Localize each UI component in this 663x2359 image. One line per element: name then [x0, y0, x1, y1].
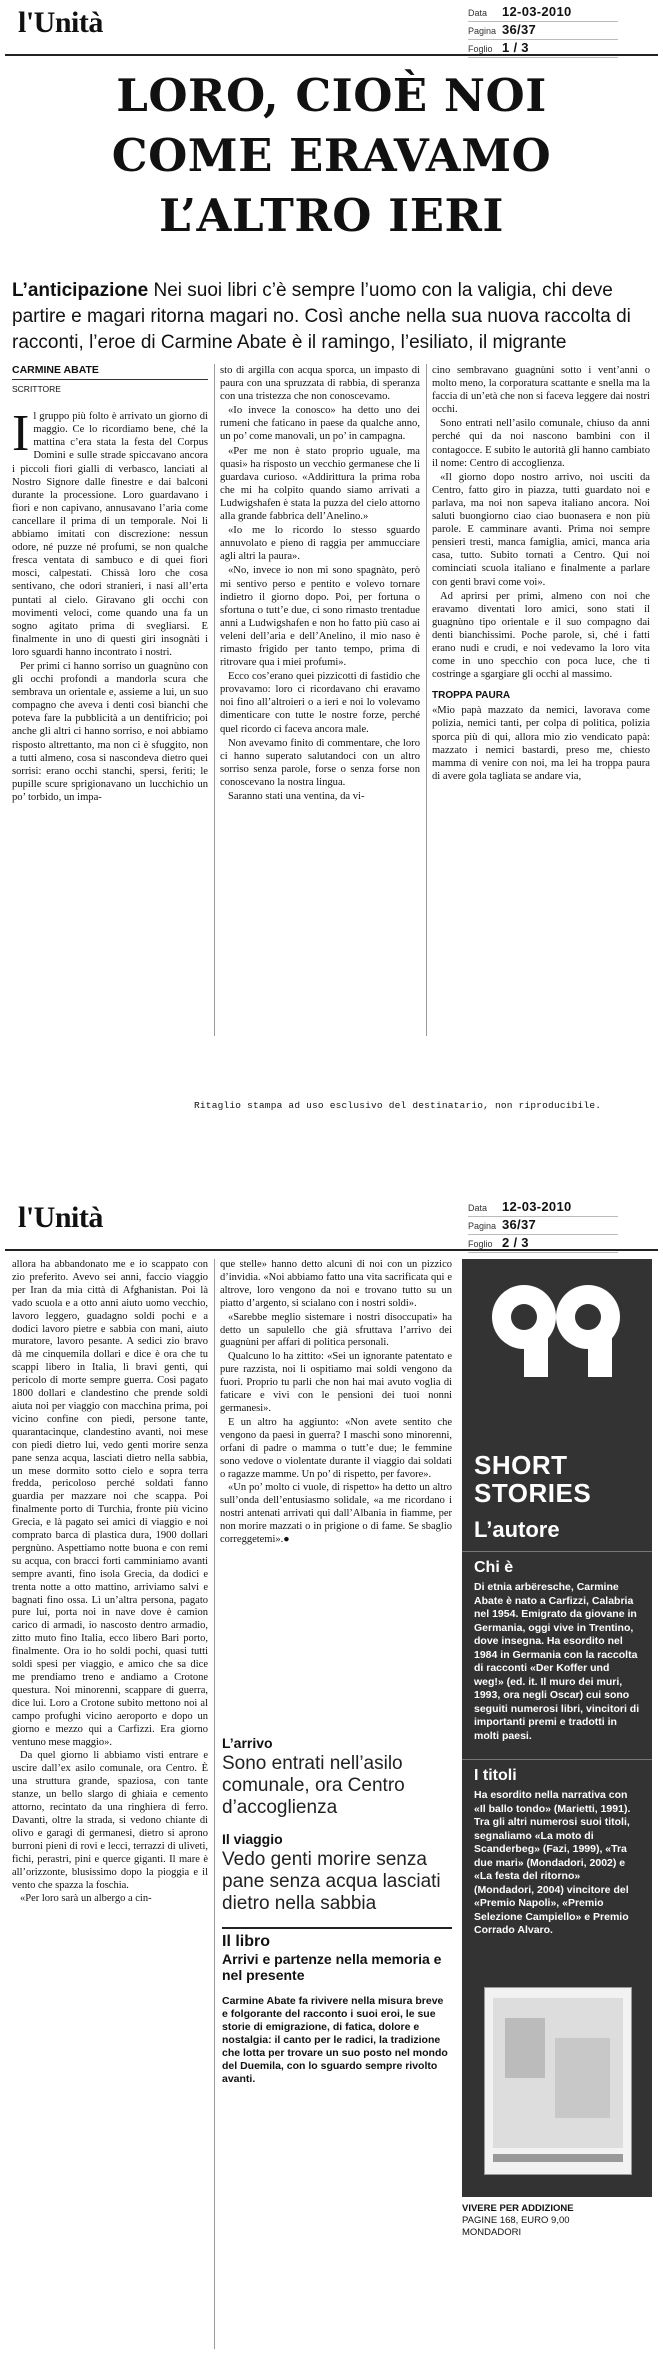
book-caption-publisher: MONDADORI	[462, 2227, 522, 2238]
meta-date: 12-03-2010	[502, 1199, 572, 1214]
paragraph: «Il giorno dopo nostro arrivo, noi usciti da Centro, fatto giro in piazza, tutti guardato noi e parlava, ma noi non sapeva italiano ancora. Noi saluti buongiorno ciao ciao buonasera e non più parole. E camminare avanti. Prima noi sempre pensieri tresti, manca famiglia, amici, manca aria casa, tutto. Subito tornati a Centro. Qui noi cominciati scuola italiano e finalmente a parlare con genti bravi come voi».	[432, 471, 650, 588]
paragraph: Sono entrati nell’asilo comunale, chiuso da anni perché qui da noi nascono bambini con il contagocce. E subito le autorità gli hanno cambiato il nome: Centro di accoglienza.	[432, 418, 650, 469]
book-box	[222, 1927, 452, 2086]
paragraph: Qualcuno lo ha zittito: «Sei un ignorante patentato e pure razzista, noi li ospitiamo mai soldi vengono da fuori. Proprio tu parli che non hai mai avuto voglia di faticare e vivi con le pensioni dei tuoi nonni germanesi».	[220, 1351, 452, 1414]
paragraph: Il gruppo più folto è arrivato un giorno di maggio. Ce lo ricordiamo bene, ché la mattina c’era stata la festa del Corpus Domini e sulle strade spiccavano ancora i piccoli fiori gialli di verbasco, lanciati al Nostro Signore dalle finestre e dai balconi durante la processione. Loro guardavano i fiori e non capivano, annusavano l’aria come cancellare il prima di un temporale. Noi li abbiamo imitati con discrezione: nessun odore, né puzze né profumi, se non qualche fresca ventata di sambuco e di quei fiori mosci, calpestati. Chissà loro che cosa sentivano, che odori stranieri, i nasi all’erta puntati al cielo. Giravano gli occhi con movimenti veloci, come quando una fa un sogno agitato prima di svegliarsi. E finalmente in uno di questi giri insognàti i loro sguardi hanno incontrato i nostri.	[12, 405, 208, 658]
paragraph: «Mio papà mazzato da nemici, lavorava come polizia, nemici tanti, per colpa di politica, polizia sporca più di qui, allora mio zio vendicato papà: mazzato i nemici bastardi, preso me, chiesto mamma di venire con noi, ma lei ha troppa paura di avere gola tagliata se andare via,	[432, 705, 650, 782]
standfirst-text: Nei suoi libri c’è sempre l’uomo con la valigia, chi deve partire e magari ritorna magari no. Così anche nella sua nuova raccolta di racconti, l’eroe di Carmine Abate è il ramingo, l’esiliato, il migrante	[12, 280, 631, 353]
sidebar-bio-text: Di etnia arbëresche, Carmine Abate è nato a Carfizzi, Calabria nel 1954. Emigrato da giovane in Germania, oggi vive in Trentino, dove insegna. Ha esordito nel 1984 in Germania con la raccolta di racconti «Der Koffer und weg!» (ed. it. Il muro dei muri, 1993, ora negli Oscar) cui sono seguiti numerosi libri, vincitori di importanti premi e tradotti in molti paesi.	[474, 1581, 640, 1742]
article-column-1	[12, 364, 208, 804]
byline-role: SCRITTORE	[12, 384, 61, 395]
header-rule	[5, 54, 658, 56]
meta-sheet: 2 / 3	[502, 1235, 529, 1250]
article-column-2	[220, 364, 420, 803]
sidebar-rule	[462, 1551, 652, 1552]
paragraph: Ad aprirsi per primi, almeno con noi che eravamo diventati loro amici, sono stati il guagnùno tipo orientale e il suo compagno dai denti bianchissimi. Poche parole, sì, ché i fatti erano nudi e crudi, e noi vedevamo la loro vita come in uno specchio con poca luce, che ti costringe a sgargiare gli occhi al massimo.	[432, 590, 650, 681]
meta-page-label: Pagina	[468, 1221, 497, 1231]
paragraph: «Sarebbe meglio sistemare i nostri disoccupati» ha detto un sapulello che già sfruttava l’arrivo dei guagnùni per affari di politica personali.	[220, 1311, 452, 1349]
meta-data-label: Data	[468, 8, 488, 18]
meta-page: 36/37	[502, 1217, 537, 1232]
quote-text-arrivo: Sono entrati nell’asilo comunale, ora Centro d’accoglienza	[222, 1753, 405, 1818]
newspaper-logo: l'Unità	[18, 6, 103, 39]
book-cover-image	[484, 1987, 632, 2175]
book-caption	[462, 2203, 652, 2239]
paragraph: «No, invece io non mi sono spagnàto, però mi sentivo perso e pentito e volevo tornare indietro il giorno dopo. Poi, per fortuna o sfortuna o tutt’e due, ci sono rimasto trentadue anni a Ludwigshafen e non ho fatto più caso ai veleni dell’aria e dell’Anelino, il mio naso è rimasto frigido per tanto tempo, prima di ritrovare qua i miei profumi».	[220, 565, 420, 669]
paragraph: «Io invece la conosco» ha detto uno dei rumeni che faticano in paese da qualche anno, un po’ come manovali, un po’ in campagna.	[220, 405, 420, 443]
article-column-1	[12, 1259, 208, 1906]
paragraph: sto di argilla con acqua sporca, un impasto di paura con una spruzzata di rabbia, di speranza con una tristezza che non conoscevamo.	[220, 365, 420, 403]
sidebar-bio-title: Chi è	[474, 1559, 514, 1576]
paragraph: Da quel giorno li abbiamo visti entrare e uscire dall’ex asilo comunale, ora Centro. È una struttura grande, spaziosa, con tante stanze, un bello slargo di ghiaia e cemento attorno, recintato da una ringhiera di ferro. Davanti, oltre la strada, si vedono chiante di olivo e garagi di germanesi, dietro si aprono burroni pieni di rovi e lecci, terrazzi di uliveti, fichi, perastri, pini e querce giganti. Il mare è all’orizzonte, blusissimo dopo la pioggia e il vento che spazza la foschia.	[12, 1750, 208, 1891]
book-cover-photo	[485, 1988, 631, 2174]
article-column-2	[220, 1259, 452, 1547]
book-box-text: Carmine Abate fa rivivere nella misura breve e folgorante del racconto i suoi eroi, le sue storie di emigrazione, di fatica, dolore e nostalgia: il canto per le radici, la tradizione che lotta per trovare un suo posto nel mondo del Duemila, con lo sguardo sempre rivolto avanti.	[222, 1995, 448, 2085]
article-column-3	[432, 364, 650, 783]
book-box-subtitle: Arrivi e partenze nella memoria e nel presente	[222, 1951, 442, 1983]
standfirst	[12, 278, 651, 356]
paragraph: «Per loro sarà un albergo a cin-	[20, 1893, 152, 1905]
meta-sheet-label: Foglio	[468, 44, 493, 54]
subheading: TROPPA PAURA	[432, 690, 511, 702]
byline: CARMINE ABATE	[12, 364, 208, 380]
meta-page: 36/37	[502, 22, 537, 37]
sidebar-subtitle: L’autore	[474, 1517, 560, 1542]
paragraph: allora ha abbandonato me e io scappato con zio preferito. Avevo sei anni, faccio viaggio per Iran da mia città di Afghanistan. Poi là vado scuola e a otto anni aiuto uomo vecchio, lavoro leggero, guadagno soldi pochi e a dodici lavoro pietre e sabbia con mani, aiuto muratore, lavoro pesante. A sedici zio bravo dà me cinquemila dollari e dice è ora che tu scappi libero in Italia, lì bravi genti, qui pericolo di morte sempre guerra. Così pagato 1800 dollari e clandestino che prende soldi aiuta noi per viaggio con macchina prima, poi vicino confine con piedi, persone tante, quarantacinque, clandestino avanti, noi mese con piedi dietro lui, vedo genti morire senza pane senza acqua, lasciati dietro nella sabbia, un mese dormito sotto cielo e sopra terra fredda, pericoloso perché soldati fanno guardia per mazzare noi che scappa. Poi finalmente porto di Turchia, fronte più vicino Grecia, e là pagato sei amici di viaggio e noi comprato barca di plastica dura, 1900 dollari pergnùno. Aspettiamo notte buona e con remi su acqua, con bracci forti camminiamo avanti sempre avanti, fino isola Grecia, da dodici e trenta notte a otto mattino, arriviamo salvi e bagnati fino ossa. Lì un’altra persona, pagato pure lui, porta noi in nave dove è camion carico di armadi, io nascosto dentro armadio, zitto muto fino Italia, ecco libero Bari porto, finalmente. Ora io ho soldi pochi, quasi tutti soldi spesi per viaggio, e amico che sa dice me prendiamo treno e andiamo a Crotone questura. Noi minorenni, scappare di guerra, dice lui. Loro a Crotone subito mettono noi al campo profughi vicino aeroporto e dopo un giorno e mezzo qui a Carfizzi. Era giorno ventuno mese maggio».	[12, 1259, 208, 1748]
quote-blocks	[222, 1735, 452, 2086]
clipping-meta	[468, 4, 618, 58]
paragraph: que stelle» hanno detto alcuni di noi con un pizzico d’invidia. «Noi abbiamo fatto una vita sacrificata qui e altrove, loro vengono da noi e trovano tutto su un piatto d’argento, si scialano con i nostri soldi».	[220, 1259, 452, 1309]
author-sidebar	[462, 1259, 652, 2197]
book-box-title: Il libro	[222, 1933, 270, 1950]
column-rule	[214, 364, 215, 1036]
book-caption-title: VIVERE PER ADDIZIONE	[462, 2203, 574, 2214]
paragraph: «Un po’ molto ci vuole, di rispetto» ha detto un altro sull’onda dell’entusiasmo solidale, «a me ricordano i nostri antenati arrivati qui dall’Albania in fiamme, per non morire mazzati o in prigione o di fame. Se sbaglio correggetemi».●	[220, 1482, 452, 1546]
paragraph: E un altro ha aggiunto: «Non avete sentito che vengono da paesi in guerra? I maschi sono minorenni, orfani di padre o mamma o tutt’e due; le femmine sono vedove o violentate durante il viaggio dai soldati o ragazze mamme. Un po’ di rispetto, per favore».	[220, 1416, 452, 1480]
meta-sheet-label: Foglio	[468, 1239, 493, 1249]
sidebar-titles	[474, 1767, 642, 1938]
header-rule	[5, 1249, 658, 1251]
quote-text-viaggio: Vedo genti morire senza pane senza acqua lasciati dietro nella sabbia	[222, 1849, 441, 1914]
quote-marks-graphic	[486, 1271, 626, 1401]
sidebar-titles-text: Ha esordito nella narrativa con «Il ballo tondo» (Marietti, 1991). Tra gli altri numerosi suoi titoli, segnaliamo «La moto di Scanderbeg» (Fazi, 1999), «Tra due mari» (Mondadori, 2002) e «La festa del ritorno» (Mondadori, 2004) vincitore del «Premio Napoli», «Premio Selezione Campiello» e Premio Corrado Alvaro.	[474, 1789, 631, 1936]
standfirst-lead: L’anticipazione	[12, 280, 149, 301]
column-rule	[426, 364, 427, 1036]
quote-title-viaggio: Il viaggio	[222, 1831, 283, 1847]
clipping-page-2	[0, 1195, 663, 2359]
big-quote-icon	[486, 1271, 626, 1401]
sidebar-rule	[462, 1759, 652, 1760]
headline	[20, 66, 643, 246]
paragraph: «Io me lo ricordo lo stesso sguardo annuvolato e pieno di raggia per ammucciare agli altri la paura».	[220, 525, 420, 563]
meta-date: 12-03-2010	[502, 4, 572, 19]
book-caption-pages: PAGINE 168, EURO 9,00	[462, 2215, 570, 2226]
sidebar-titles-title: I titoli	[474, 1767, 517, 1784]
paragraph: «Per me non è stato proprio uguale, ma quasi» ha risposto un vecchio germanese che li guardava curioso. «Addirittura la prima roba che mi ha colpito quando siamo arrivati a Ludwigshafen è stata la puzza del cielo attorno alla grande fabbrica dell’Anelino.»	[220, 445, 420, 523]
headline-line-1: LORO, CIOÈ NOI	[116, 69, 547, 122]
newspaper-logo: l'Unità	[18, 1201, 103, 1234]
paragraph: Non avevamo finito di commentare, che loro ci hanno superato salutandoci con un altro sorriso senza parole, forse o senza forse non conoscevano la nostra lingua.	[220, 737, 420, 788]
clipping-meta	[468, 1199, 618, 1253]
column-rule	[214, 1259, 215, 2349]
paragraph: Per primi ci hanno sorriso un guagnùno con gli occhi profondi a mandorla scura che sembrava un orientale e, assieme a lui, un suo compagno che aveva i denti così bianchi che poteva fare la pubblicità a un dentifricio; poi anche gli altri ci hanno sorriso, e noi abbiamo risposto altrettanto, ma non ci è sfuggito, non a tutti almeno, cosa si nascondeva dietro quei sorrisi: erano occhi stanchi, spersi, feriti; le pupille scure sprigionavano un lucchichio un po’ torbido, un impa-	[12, 660, 208, 803]
headline-line-2: COME ERAVAMO	[111, 129, 552, 182]
headline-line-3: L’ALTRO IERI	[159, 189, 504, 242]
meta-page-label: Pagina	[468, 26, 497, 36]
paragraph: cino sembravano guagnùni sotto i vent’anni o molto meno, la corporatura scattante e snella ma la faccia di un’età che non si faceva leggere dai nostri occhi.	[432, 365, 650, 416]
clipping-disclaimer: Ritaglio stampa ad uso esclusivo del destinatario, non riproducibile.	[194, 1100, 602, 1111]
meta-data-label: Data	[468, 1203, 488, 1213]
clipping-page-1	[0, 0, 663, 1125]
paragraph: Ecco cos’erano quei pizzicotti di fastidio che provavamo: loro ci ricordavano chi eravamo noi fino all’altroieri o a ieri e noi lo volevamo dimenticare con tutte le nostre forze, perché quel ricordo ci faceva ancora male.	[220, 671, 420, 735]
paragraph: Saranno stati una ventina, da vi-	[228, 791, 365, 802]
sidebar-bio	[474, 1559, 642, 1743]
sidebar-title	[474, 1451, 591, 1507]
sidebar-title-line-2: STORIES	[474, 1478, 592, 1508]
meta-sheet: 1 / 3	[502, 40, 529, 55]
quote-title-arrivo: L’arrivo	[222, 1735, 273, 1751]
sidebar-title-line-1: SHORT	[474, 1450, 568, 1480]
drop-cap: I	[12, 405, 30, 463]
